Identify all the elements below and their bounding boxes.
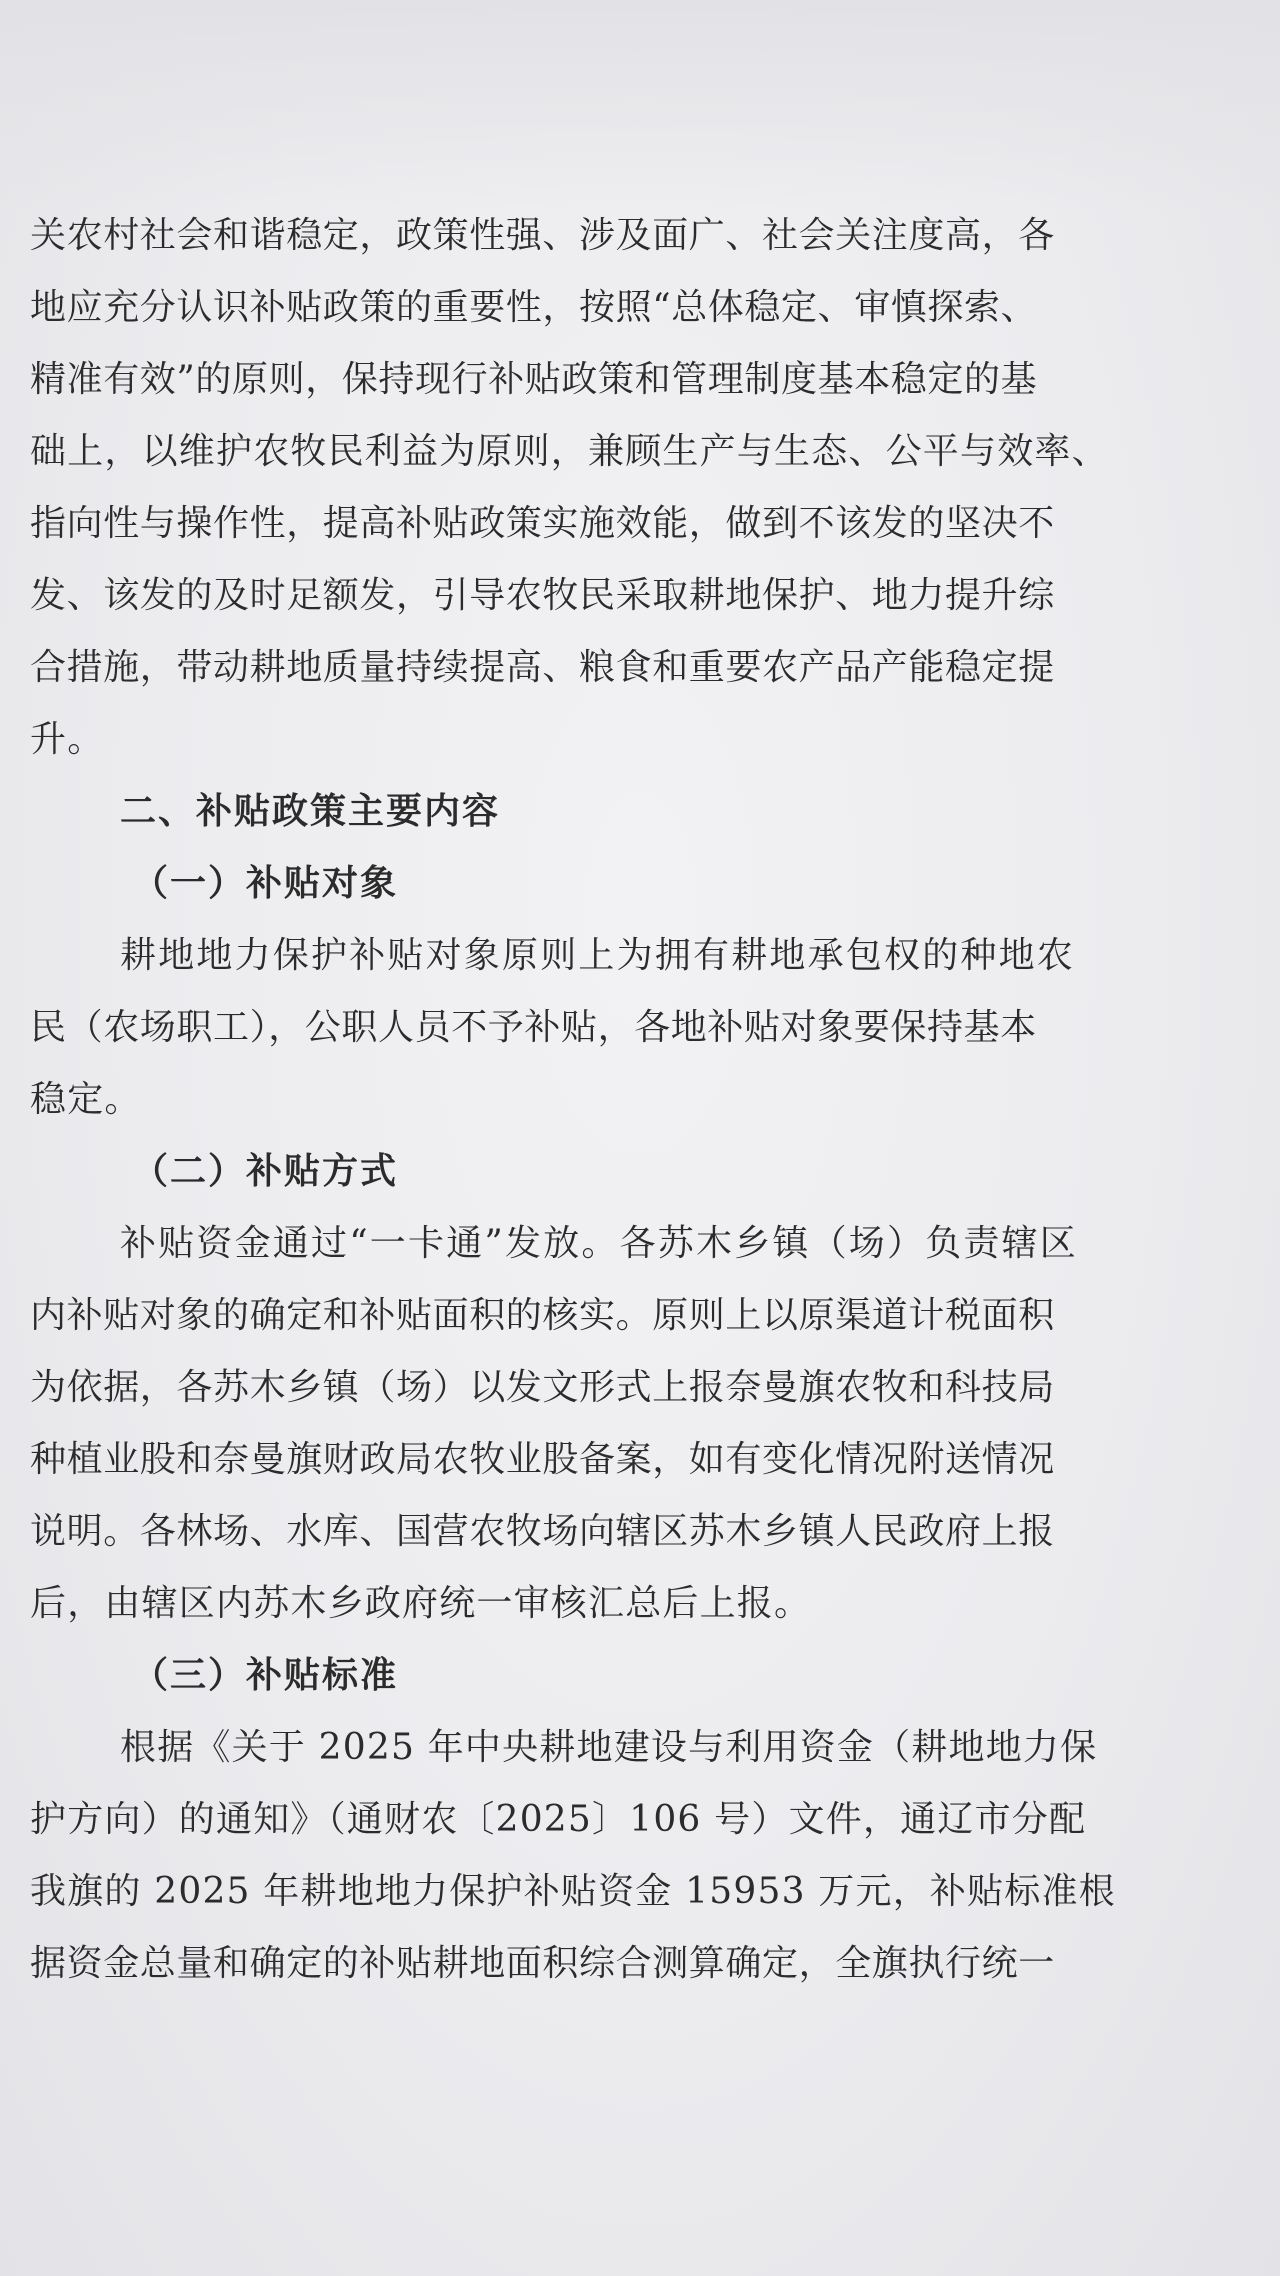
paragraph-line: 内补贴对象的确定和补贴面积的核实。原则上以原渠道计税面积 — [30, 1295, 1055, 1336]
paragraph-line: 稳定。 — [30, 1079, 142, 1120]
paragraph-line: 升。 — [30, 719, 105, 760]
paragraph-line: 为依据，各苏木乡镇（场）以发文形式上报奈曼旗农牧和科技局 — [30, 1367, 1055, 1408]
paragraph-line: 地应充分认识补贴政策的重要性，按照“总体稳定、审慎探索、 — [30, 287, 1038, 328]
paragraph-line: 础上，以维护农牧民利益为原则，兼顾生产与生态、公平与效率、 — [30, 431, 1109, 472]
paragraph-line: 后，由辖区内苏木乡政府统一审核汇总后上报。 — [30, 1583, 812, 1624]
page-shadow — [0, 0, 1280, 210]
paragraph-line: 种植业股和奈曼旗财政局农牧业股备案，如有变化情况附送情况 — [30, 1439, 1055, 1480]
paragraph-line: 民（农场职工），公职人员不予补贴，各地补贴对象要保持基本 — [30, 1007, 1037, 1048]
paragraph-line: 根据《关于 2025 年中央耕地建设与利用资金（耕地地力保 — [120, 1727, 1098, 1768]
subsection-heading: （三）补贴标准 — [132, 1655, 399, 1696]
paragraph-line: 我旗的 2025 年耕地地力保护补贴资金 15953 万元，补贴标准根 — [30, 1871, 1116, 1912]
section-heading: 二、补贴政策主要内容 — [120, 791, 501, 832]
subsection-heading: （二）补贴方式 — [132, 1151, 399, 1192]
paragraph-line: 指向性与操作性，提高补贴政策实施效能，做到不该发的坚决不 — [30, 503, 1055, 544]
subsection-heading: （一）补贴对象 — [132, 863, 399, 904]
paragraph-line: 关农村社会和谐稳定，政策性强、涉及面广、社会关注度高，各 — [30, 215, 1055, 256]
paragraph-line: 护方向）的通知》（通财农〔2025〕106 号）文件，通辽市分配 — [30, 1799, 1087, 1840]
paragraph-line: 合措施，带动耕地质量持续提高、粮食和重要农产品产能稳定提 — [30, 647, 1055, 688]
paragraph-line: 耕地地力保护补贴对象原则上为拥有耕地承包权的种地农 — [120, 935, 1076, 976]
paragraph-line: 补贴资金通过“一卡通”发放。各苏木乡镇（场）负责辖区 — [120, 1223, 1079, 1264]
paragraph-line: 说明。各林场、水库、国营农牧场向辖区苏木乡镇人民政府上报 — [30, 1511, 1055, 1552]
paragraph-line: 据资金总量和确定的补贴耕地面积综合测算确定，全旗执行统一 — [30, 1943, 1055, 1984]
paragraph-line: 精准有效”的原则，保持现行补贴政策和管理制度基本稳定的基 — [30, 359, 1038, 400]
document-body — [30, 200, 1230, 2000]
paragraph-line: 发、该发的及时足额发，引导农牧民采取耕地保护、地力提升综 — [30, 575, 1055, 616]
